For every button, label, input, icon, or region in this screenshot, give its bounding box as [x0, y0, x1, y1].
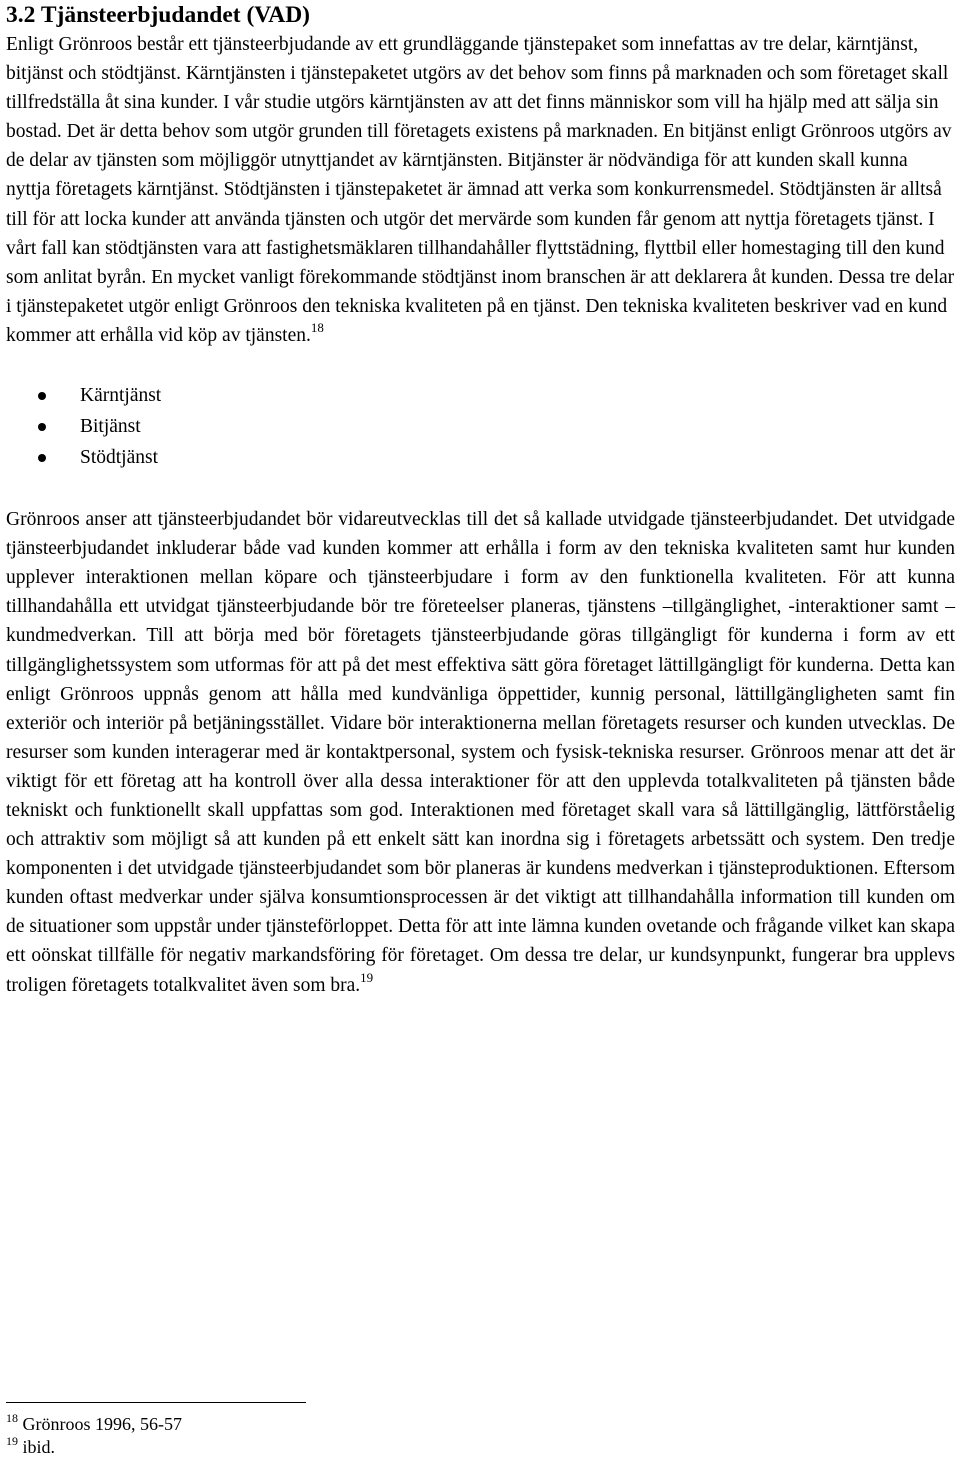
list-item-label: Stödtjänst — [80, 447, 159, 469]
section-heading: 3.2 Tjänsteerbjudandet (VAD) — [6, 2, 310, 28]
list-item-label: Kärntjänst — [80, 385, 162, 407]
footnote-ref-18[interactable]: 18 — [310, 319, 324, 335]
paragraph-intro-text: Enligt Grönroos består ett tjänsteerbjudande av ett grundläggande tjänstepaket som innefattas av tre delar, kärntjänst, bitjänst och stödtjänst. Kärntjänsten i tjänstepaketet utgörs av det behov som finns på marknaden och som företaget skall tillfredställa åt sina kunder. I vår studie utgörs kärntjänsten av att det finns människor som vill ha hjälp med att sälja sin bostad. Det är detta behov som utgör grunden till företagets existens på marknaden. En bitjänst enligt Grönroos utgörs av de delar av tjänsten som möjliggör utnyttjandet av kärntjänsten. Bitjänster är nödvändiga för att kunden skall kunna nyttja företagets kärntjänst. Stödtjänsten i tjänstepaketet är ämnad att verka som konkurrensmedel. Stödtjänsten är alltså till för att locka kunder att använda tjänsten och utgör det mervärde som kunden får genom att nyttja företagets tjänst. I vårt fall kan stödtjänsten vara att fastighetsmäklaren tillhandahåller flyttstädning, flyttbil eller homestaging till den kund som anlitat byrån. En mycket vanligt förekommande stödtjänst inom branschen är att deklarera åt kunden. Dessa tre delar i tjänstepaketet utgör enligt Grönroos den tekniska kvaliteten på en tjänst. Den tekniska kvaliteten beskriver vad en kund kommer att erhålla vid köp av tjänsten. — [6, 34, 955, 346]
paragraph-extended-offer — [6, 505, 955, 1000]
service-components-list — [6, 380, 955, 473]
footnote-divider — [6, 1402, 306, 1403]
bullet-icon — [38, 392, 46, 400]
footnotes — [6, 1402, 606, 1459]
list-item — [6, 380, 955, 411]
footnote-number: 19 — [6, 1434, 18, 1448]
document-page — [6, 0, 955, 1000]
footnote-text: Grönroos 1996, 56-57 — [22, 1414, 182, 1434]
list-item-label: Bitjänst — [80, 416, 141, 438]
bullet-icon — [38, 423, 46, 431]
list-item — [6, 411, 955, 442]
footnote-text: ibid. — [22, 1437, 56, 1457]
footnote-19 — [6, 1436, 606, 1459]
paragraph-extended-offer-text: Grönroos anser att tjänsteerbjudandet bör vidareutvecklas till det så kallade utvidgade tjänsteerbjudandet. Det utvidgade tjänsteerbjudandet inkluderar både vad kunden kommer att erhålla i form av den tekniska kvaliteten samt hur kunden upplever interaktionen mellan köpare och tjänsteerbjudare i form av den funktionella kvaliteten. För att kunna tillhandahålla ett utvidgat tjänsteerbjudande bör tre företeelser planeras, tjänstens –tillgänglighet, -interaktioner samt –kundmedverkan. Till att börja med bör företagets tjänsteerbjudande göras tillgängligt för kunderna i form av ett tillgänglighetssystem som utformas för att på det mest effektiva sätt göra företaget lättillgängligt för kunderna. Detta kan enligt Grönroos uppnås genom att hålla med kundvänliga öppettider, kunnig personal, lättillgängligheten samt fin exteriör och interiör på betjäningsstället. Vidare bör interaktionerna mellan företagets resurser och kunden utvecklas. De resurser som kunden interagerar med är kontaktpersonal, system och fysisk-tekniska resurser. Grönroos menar att det är viktigt för ett företag att ha kontroll över alla dessa interaktioner för att den upplevda totalkvaliteten på tjänsten både tekniskt och funktionellt skall uppfattas som god. Interaktionen med företaget skall vara så lättillgänglig, lättförståelig och attraktiv som möjligt så att kunden på ett enkelt sätt kan inordna sig i företagets arbetssätt och system. Den tredje komponenten i det utvidgade tjänsteerbjudandet som bör planeras är kundens medverkan i tjänsteproduktionen. Eftersom kunden oftast medverkar under själva konsumtionsprocessen är det viktigt att tillhandahålla information till kunden om de situationer som uppstår under tjänsteförloppet. Detta för att inte lämna kunden ovetande och frågande vilket kan skapa ett oönskat tillfälle för negativ markandsföring för företaget. Om dessa tre delar, ur kundsynpunkt, fungerar bra upplevs troligen företagets totalkvalitet även som bra. — [6, 509, 955, 996]
bullet-icon — [38, 454, 46, 462]
paragraph-intro — [6, 30, 955, 350]
footnote-number: 18 — [6, 1411, 18, 1425]
footnote-18 — [6, 1413, 606, 1436]
footnote-ref-19[interactable]: 19 — [360, 969, 374, 985]
list-item — [6, 442, 955, 473]
